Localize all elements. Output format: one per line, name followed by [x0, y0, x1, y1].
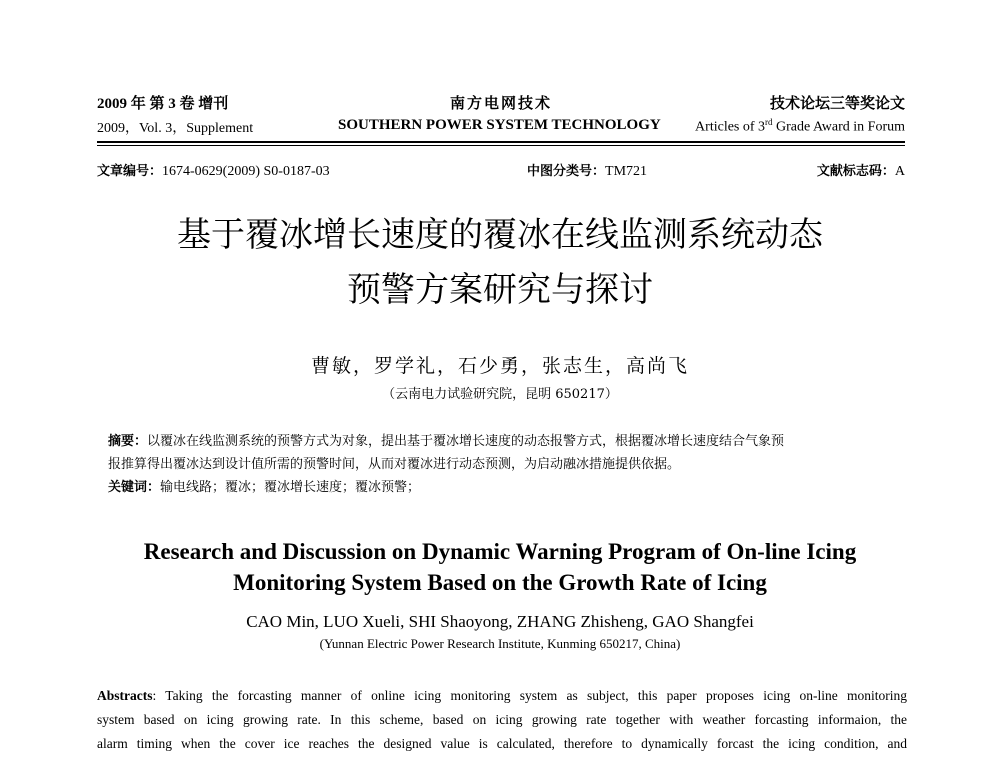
- issue-info-chinese: 2009 年 第 3 卷 增刊: [97, 96, 229, 112]
- abstract-english-line-3: alarm timing when the cover ice reaches the designed value is calculated, therefore to dynamically forcast the icing condition, and: [97, 736, 907, 751]
- keywords-chinese: 关键词：输电线路；覆冰；覆冰增长速度；覆冰预警；: [108, 480, 421, 495]
- abstract-label-chinese: 摘要：: [108, 434, 148, 449]
- abstract-chinese-line-1: 摘要：以覆冰在线监测系统的预警方式为对象，提出基于覆冰增长速度的动态报警方式，根据覆冰增长速度结合气象预: [108, 434, 785, 449]
- authors-english: CAO Min, LUO Xueli, SHI Shaoyong, ZHANG Zhisheng, GAO Shangfei: [246, 612, 754, 631]
- journal-name-chinese: 南方电网技术: [449, 96, 553, 112]
- journal-header-chinese: [97, 92, 905, 112]
- header-rule-thick: [97, 141, 905, 143]
- affiliation-english: (Yunnan Electric Power Research Institute, Kunming 650217, China): [319, 636, 681, 651]
- abstract-english-line-2: system based on icing growing rate. In this scheme, based on icing growing rate together with weather forcasting informaion, the: [97, 712, 907, 727]
- clc-number: 中图分类号：TM721: [527, 164, 648, 179]
- journal-name-english: SOUTHERN POWER SYSTEM TECHNOLOGY: [338, 117, 661, 133]
- article-meta-row: [97, 160, 905, 180]
- journal-header-english: [97, 117, 905, 137]
- award-note-chinese: 技术论坛三等奖论文: [769, 96, 905, 112]
- document-code: 文献标志码：A: [816, 164, 905, 179]
- abstract-english-line-1: Abstracts: Taking the forcasting manner of online icing monitoring system as subject, this paper proposes icing on-line monitoring: [97, 688, 907, 703]
- keywords-label-chinese: 关键词：: [108, 480, 161, 495]
- title-english-line-2: Monitoring System Based on the Growth Rate of Icing: [233, 570, 767, 595]
- title-chinese-line-2: 预警方案研究与探讨: [347, 270, 653, 310]
- abstract-label-english: Abstracts: [97, 688, 153, 703]
- affiliation-chinese: （云南电力试验研究院，昆明 650217）: [382, 387, 618, 402]
- title-chinese-line-1: 基于覆冰增长速度的覆冰在线监测系统动态: [177, 215, 823, 255]
- issue-info-english: 2009，Vol. 3，Supplement: [97, 121, 254, 136]
- authors-chinese: 曹敏，罗学礼，石少勇，张志生，高尚飞: [310, 355, 689, 377]
- award-note-english: Articles of 3rd Grade Award in Forum: [695, 117, 905, 135]
- title-english-line-1: Research and Discussion on Dynamic Warning Program of On-line Icing: [143, 539, 857, 564]
- article-number: 文章编号：1674-0629(2009) S0-0187-03: [97, 164, 330, 179]
- abstract-chinese-line-2: 报推算得出覆冰达到设计值所需的预警时间，从而对覆冰进行动态预测，为启动融冰措施提供依据。: [108, 457, 681, 472]
- header-rule-thin: [97, 145, 905, 146]
